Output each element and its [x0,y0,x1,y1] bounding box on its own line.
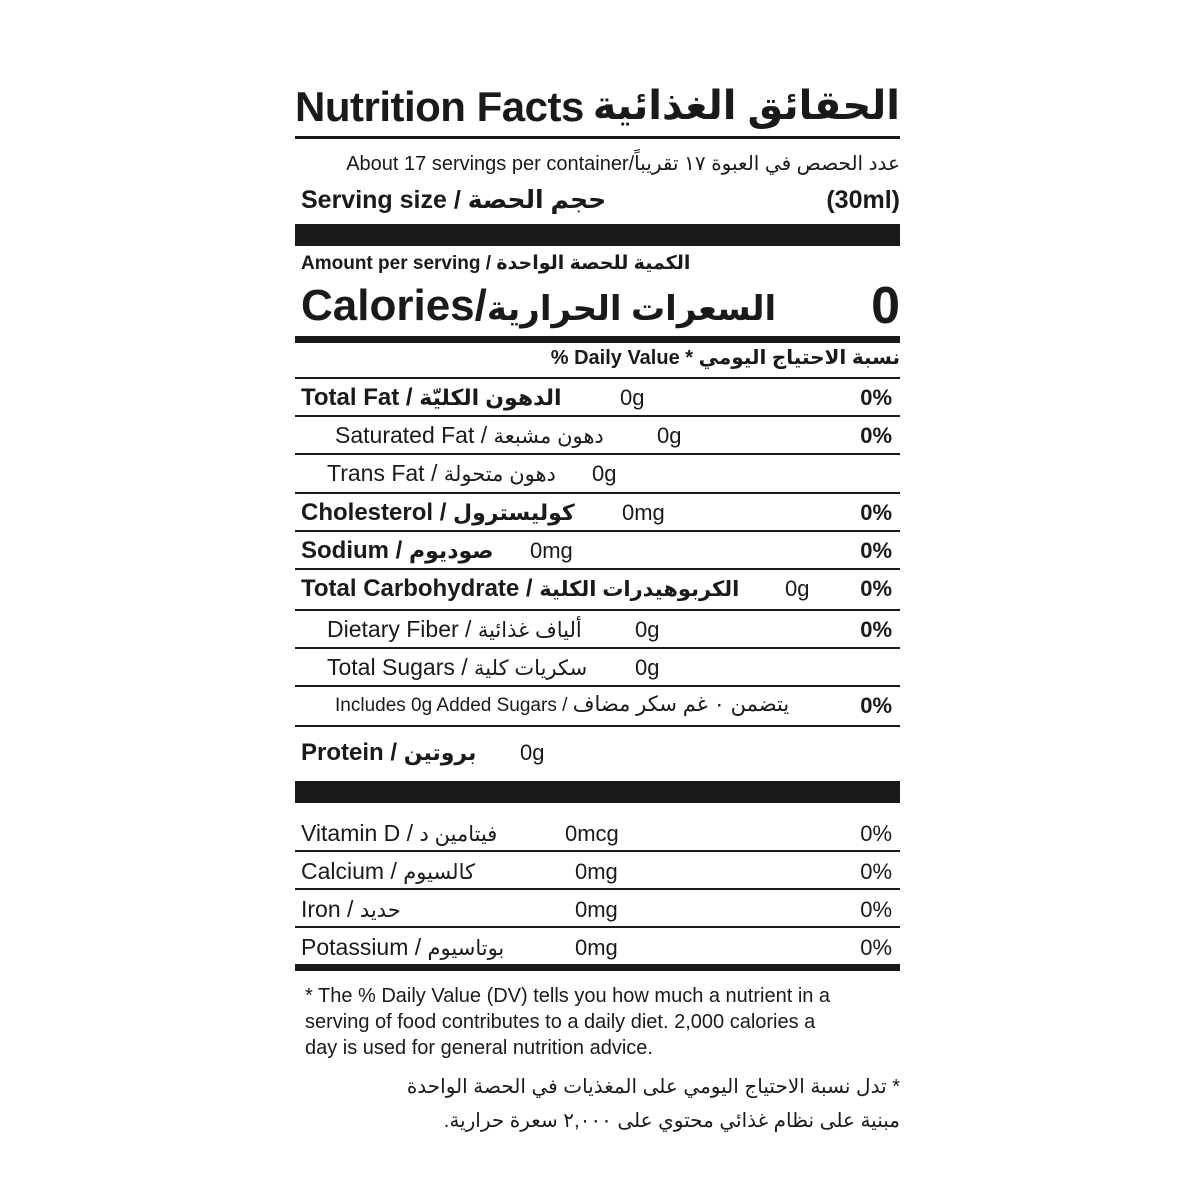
serving-size-value: (30ml) [826,186,900,214]
nutrient-name [301,539,494,563]
nutrient-daily-value: 0% [860,538,892,563]
nutrient-name [335,424,604,447]
title-ar: الحقائق الغذائية [592,84,900,128]
calories-value: 0 [871,277,900,335]
slash: / [453,186,461,214]
footnote-ar-line: * تدل نسبة الاحتياج اليومي على المغذيات في الحصة الواحدة [406,1076,900,1098]
footnote-en-line: serving of food contributes to a daily diet. 2,000 calories a [305,1011,816,1033]
daily-value-ar: نسبة الاحتياج اليومي [698,347,900,369]
nutrient-amount: 0g [635,655,660,680]
nutrient-name-ar: ألياف غذائية [477,619,582,642]
calories-ar: السعرات الحرارية [486,290,777,328]
nutrient-row [295,727,900,781]
servings-en: About 17 servings per container [346,153,629,175]
slash: / [556,695,573,716]
nutrient-row [295,687,900,727]
thick-divider [295,224,900,246]
vitamin-amount: 0mg [575,897,618,922]
percent-sign: % [550,347,569,369]
vitamin-name-ar: حديد [359,899,401,922]
nutrient-amount: 0g [657,423,682,448]
slash: / [485,253,492,274]
vitamin-name-en: Iron [301,896,341,922]
nutrient-amount: 0g [620,385,645,410]
vitamin-name [301,822,497,845]
slash: / [424,460,444,486]
nutrient-name-ar: يتضمن ٠ غم سكر مضاف [572,693,790,716]
nutrient-name-en: Trans Fat [327,460,425,486]
vitamin-name-en: Vitamin D [301,820,401,846]
nutrient-name [301,577,739,601]
vitamin-amount: 0mg [575,859,618,884]
nutrient-name [301,501,575,525]
nutrient-name [301,386,562,410]
vitamin-daily-value: 0% [860,935,892,960]
amount-per-serving [301,254,690,273]
vitamin-name [301,860,475,883]
nutrient-name-ar: الكربوهيدرات الكلية [539,578,740,601]
asterisk: * [685,347,694,369]
footnote-ar-line: مبنية على نظام غذائي محتوي على ٢,٠٠٠ سعرة حرارية. [443,1110,900,1132]
serving-size-ar: حجم الحصة [467,186,607,214]
vitamin-daily-value: 0% [860,897,892,922]
vitamin-name-ar: فيتامين د [419,823,498,846]
servings-per-container [346,154,900,174]
slash: / [458,616,478,642]
nutrient-daily-value: 0% [860,385,892,410]
nutrient-name [327,618,582,641]
nutrient-name [327,462,556,485]
slash: / [400,820,420,846]
nutrient-row [295,649,900,687]
nutrient-name-en: Total Sugars [327,654,455,680]
amount-per-serving-ar: الكمية للحصة الواحدة [496,253,691,274]
vitamin-row [295,890,900,928]
nutrient-row [295,417,900,455]
divider [295,136,900,139]
footnote-en-line: day is used for general nutrition advice. [305,1037,653,1059]
footnote-en-line: * The % Daily Value (DV) tells you how much a nutrient in a [305,985,831,1007]
slash: / [454,654,475,680]
nutrient-daily-value: 0% [860,423,892,448]
serving-size-en: Serving size [301,186,447,214]
vitamin-daily-value: 0% [860,821,892,846]
nutrient-daily-value: 0% [860,617,892,642]
slash: / [389,537,410,564]
nutrient-daily-value: 0% [860,500,892,525]
slash: / [474,422,494,448]
vitamin-amount: 0mcg [565,821,619,846]
nutrient-name-ar: الدهون الكليّة [419,385,562,410]
nutrient-daily-value: 0% [860,576,892,601]
vitamin-row [295,814,900,852]
nutrient-name-en: Sodium [301,537,389,564]
serving-size [301,188,606,213]
vitamin-name [301,936,504,959]
vitamin-name-ar: بوتاسيوم [427,937,505,960]
slash: / [383,739,404,766]
nutrient-row [295,494,900,532]
slash: / [384,858,404,884]
medium-divider [295,336,900,343]
nutrient-amount: 0mg [530,538,573,563]
thick-divider [295,781,900,803]
vitamin-name-en: Calcium [301,858,385,884]
calories-label [301,281,777,330]
nutrient-name-ar: بروتين [403,740,477,765]
slash: / [474,281,487,330]
vitamin-name [301,898,401,921]
nutrient-name-en: Total Carbohydrate [301,575,520,602]
nutrient-name-en: Saturated Fat [335,422,475,448]
nutrient-amount: 0mg [622,500,665,525]
vitamin-row [295,928,900,966]
daily-value-header [551,348,900,368]
nutrient-row [295,455,900,494]
slash: / [399,384,420,411]
nutrient-name-ar: صوديوم [409,538,494,563]
nutrient-name-en: Protein [301,739,384,766]
nutrient-amount: 0g [520,740,545,765]
vitamin-name-ar: كالسيوم [403,861,475,884]
vitamin-name-en: Potassium [301,934,409,960]
nutrient-name-ar: كوليسترول [453,500,575,525]
slash: / [628,153,635,175]
footnote-ar [407,1070,900,1138]
slash: / [433,499,454,526]
nutrient-name [335,694,789,715]
calories-en: Calories [301,281,475,330]
slash: / [519,575,540,602]
footnote-en [305,983,865,1061]
nutrient-amount: 0g [592,461,617,486]
slash: / [408,934,428,960]
vitamin-row [295,852,900,890]
daily-value-en: Daily Value [574,347,680,369]
nutrient-name [301,741,476,765]
vitamin-daily-value: 0% [860,859,892,884]
nutrient-name [327,656,587,679]
nutrient-name-ar: سكريات كلية [474,657,588,680]
nutrient-amount: 0g [785,576,810,601]
nutrient-name-ar: دهون مشبعة [493,425,604,448]
nutrient-row [295,611,900,649]
nutrient-row [295,379,900,417]
nutrient-name-en: Cholesterol [301,499,434,526]
nutrient-name-en: Includes 0g Added Sugars [335,695,557,716]
vitamin-amount: 0mg [575,935,618,960]
nutrient-name-ar: دهون متحولة [443,463,556,486]
servings-ar: عدد الحصص في العبوة ١٧ تقريباً [634,153,900,175]
nutrient-row [295,532,900,570]
title-en: Nutrition Facts [295,83,584,130]
nutrient-row [295,570,900,611]
nutrient-daily-value: 0% [860,693,892,718]
slash: / [340,896,360,922]
amount-per-serving-en: Amount per serving [301,253,481,274]
nutrient-name-en: Total Fat [301,384,400,411]
nutrient-name-en: Dietary Fiber [327,616,459,642]
medium-divider [295,964,900,971]
nutrient-amount: 0g [635,617,660,642]
